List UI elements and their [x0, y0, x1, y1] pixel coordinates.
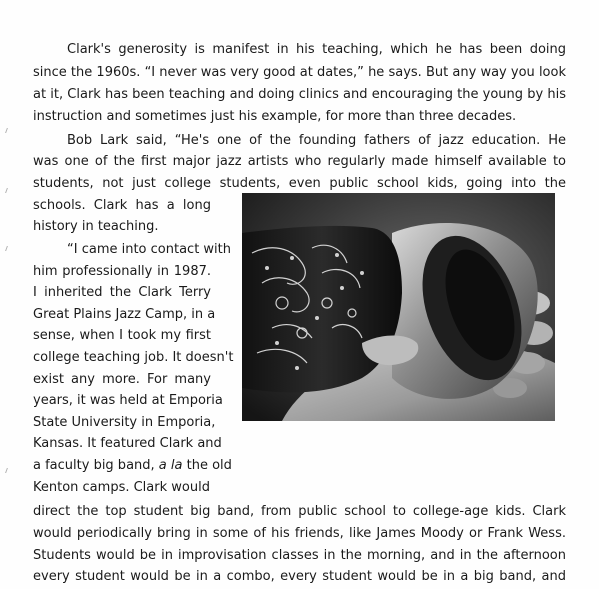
p3-line-10: Kansas. It featured Clark and — [33, 436, 222, 451]
p2-line-3: students, not just college students, even public school kids, going into the — [33, 176, 566, 191]
margin-mark — [5, 246, 12, 251]
p3-line-13: direct the top student big band, from public school to college-age kids. Clark — [33, 504, 566, 519]
p1-line-4: instruction and sometimes just his example, for more than three decades. — [33, 109, 517, 124]
p3-line-2: him professionally in 1987. — [33, 264, 211, 279]
p2-line-1: Bob Lark said, “He's one of the founding fathers of jazz education. He — [67, 133, 566, 148]
p3-line-1: “I came into contact with — [67, 242, 232, 257]
horn-photo-illustration — [242, 193, 555, 421]
p3-line-9: State University in Emporia, — [33, 415, 216, 430]
margin-mark — [5, 128, 12, 133]
p3-line-11-part-a: a faculty big band, — [33, 458, 159, 473]
margin-mark — [5, 188, 12, 193]
photo-hand-holding-horn — [242, 193, 555, 421]
p3-line-14: would periodically bring in some of his friends, like James Moody or Frank Wess. — [33, 526, 566, 541]
p3-line-15: Students would be in improvisation classes in the morning, and in the afternoon — [33, 548, 566, 563]
p1-line-1: Clark's generosity is manifest in his teaching, which he has been doing — [67, 42, 566, 57]
p2-line-5: history in teaching. — [33, 219, 159, 234]
p1-line-3: at it, Clark has been teaching and doing clinics and encouraging the young by his — [33, 87, 566, 102]
p3-line-11-part-c: the old — [182, 458, 232, 473]
p2-line-2: was one of the first major jazz artists who regularly made himself available to — [33, 154, 566, 169]
p3-line-7: exist any more. For many — [33, 372, 211, 387]
p3-line-11 — [33, 456, 232, 476]
p3-line-3: I inherited the Clark Terry — [33, 285, 211, 300]
p3-line-8: years, it was held at Emporia — [33, 393, 223, 408]
margin-mark — [5, 468, 12, 473]
p2-line-4: schools. Clark has a long — [33, 198, 211, 213]
p3-line-16: every student would be in a combo, every student would be in a big band, and — [33, 569, 566, 584]
p3-line-4: Great Plains Jazz Camp, in a — [33, 307, 216, 322]
p3-line-6: college teaching job. It doesn't — [33, 350, 234, 365]
p1-line-2: since the 1960s. “I never was very good at dates,” he says. But any way you look — [33, 65, 566, 80]
p3-line-5: sense, when I took my first — [33, 328, 211, 343]
p3-line-11-italic: a la — [158, 458, 183, 473]
p3-line-12: Kenton camps. Clark would — [33, 480, 210, 495]
